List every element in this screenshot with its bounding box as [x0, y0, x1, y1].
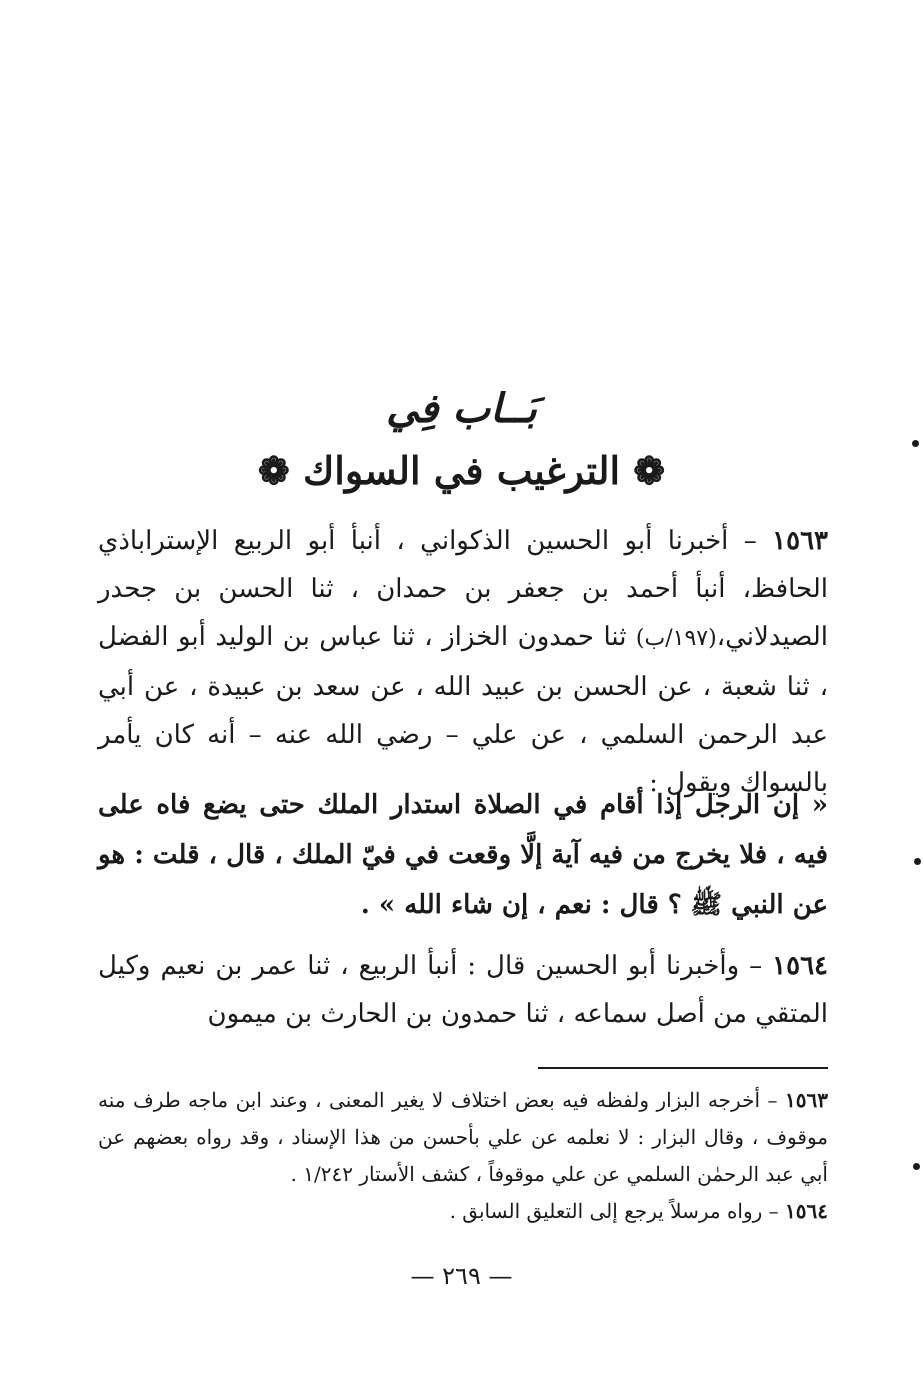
manuscript-folio-ref: (١٩٧/ب) [635, 626, 717, 651]
footnote-divider [538, 1067, 828, 1069]
footnote-number: ١٥٦٣ [785, 1088, 828, 1112]
hadith-isnad: – وأخبرنا أبو الحسين قال : أنبأ الربيع ، ثنا عمر بن نعيم وكيل المتقي من أصل سماعه ، ثنا حمدون بن الحارث بن ميمون [98, 951, 828, 1029]
hadith-matn: « إن الرجل إذا أقام في الصلاة استدار الملك حتى يضع فاه على فيه ، فلا يخرج من فيه آية إلَّا وقعت في فيّ الملك ، قال ، قلت : هو عن النبي ﷺ ؟ قال : نعم ، إن شاء الله » . [98, 790, 828, 920]
footnote-text: – رواه مرسلاً يرجع إلى التعليق السابق . [449, 1199, 786, 1223]
hadith-1563-paragraph [98, 517, 828, 807]
margin-mark [913, 1163, 920, 1170]
footnotes [98, 1082, 828, 1230]
hadith-isnad-intro: – أخبرنا أبو الحسين الذكواني ، أنبأ أبو الربيع الإستراباذي الحافظ، أنبأ أحمد بن جعفر بن حمدان ، ثنا الحسن بن جحدر الصيدلاني، [98, 526, 828, 652]
chapter-title: ❁ الترغيب في السواك ❁ [257, 448, 666, 493]
footnote-number: ١٥٦٤ [785, 1199, 828, 1223]
hadith-number: ١٥٦٤ [772, 951, 828, 981]
footnote-text: – أخرجه البزار ولفظه فيه بعض اختلاف لا يغير المعنى ، وعند ابن ماجه طرف منه موقوف ، وقال البزار : لا نعلمه عن علي بأحسن من هذا الإسناد ، وقد رواه بعضهم عن أبي عبد الرحمٰن السلمي عن علي موقوفاً ، كشف الأستار ١/٢٤٢ . [98, 1088, 828, 1186]
footnote-1564 [98, 1193, 828, 1230]
chapter-heading: بَــاب فِي [386, 385, 537, 432]
page-number: — ٢٦٩ — [410, 1262, 513, 1290]
margin-mark [914, 858, 921, 865]
hadith-1564-paragraph [98, 942, 828, 1038]
margin-mark [912, 440, 919, 447]
footnote-1563 [98, 1082, 828, 1193]
hadith-isnad-continuation: ثنا حمدون الخزاز ، ثنا عباس بن الوليد أبو الفضل ، ثنا شعبة ، عن الحسن بن عبيد الله ، عن سعد بن عبيدة ، عن أبي عبد الرحمن السلمي ، عن علي – رضي الله عنه – أنه كان يأمر بالسواك ويقول : [98, 622, 828, 798]
hadith-number: ١٥٦٣ [772, 526, 828, 556]
